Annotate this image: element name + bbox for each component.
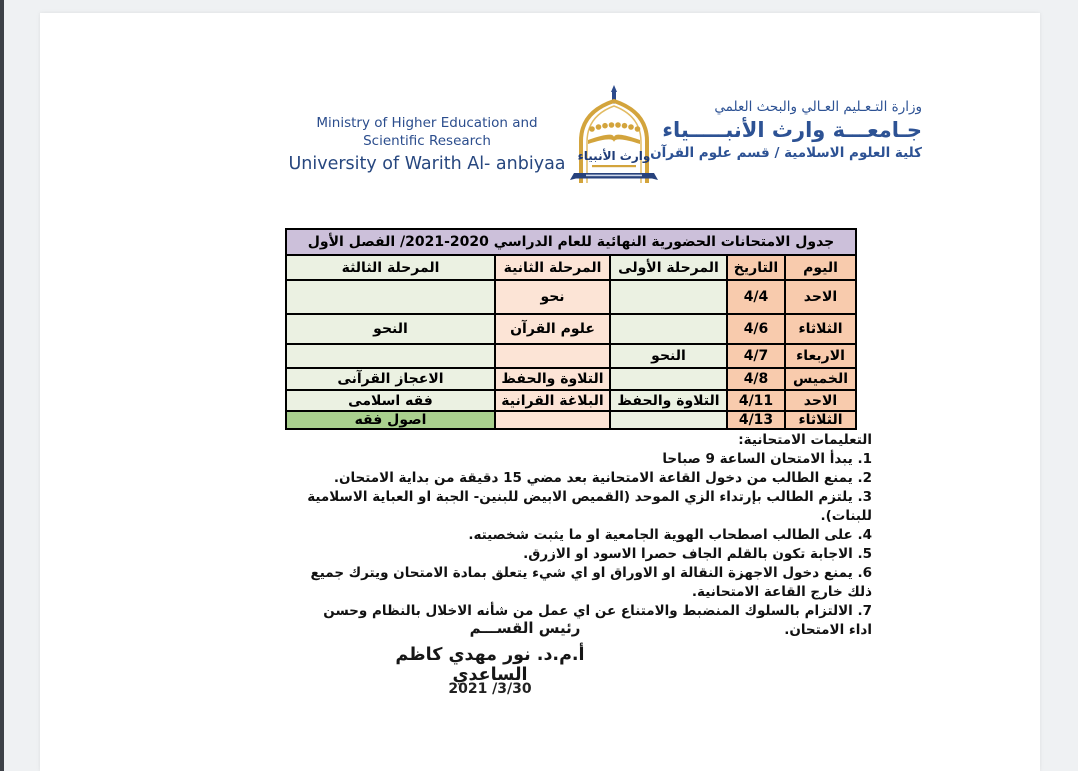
date-cell: 4/6 <box>727 314 785 344</box>
arabic-header <box>592 99 922 161</box>
table-row <box>286 344 856 368</box>
stage3-cell: الاعجاز القرآنى <box>286 368 495 390</box>
table-row <box>286 314 856 344</box>
column-header-date: التاريخ <box>727 255 785 280</box>
date-cell: 4/7 <box>727 344 785 368</box>
day-cell: الاحد <box>785 390 856 411</box>
stage2-cell: نحو <box>495 280 610 314</box>
table-row <box>286 411 856 429</box>
stage1-cell <box>610 368 727 390</box>
university-name-english: University of Warith Al- anbiyaa <box>288 153 566 174</box>
day-cell: الثلاثاء <box>785 314 856 344</box>
date-cell: 4/8 <box>727 368 785 390</box>
document-page <box>40 13 1040 771</box>
date-cell: 4/11 <box>727 390 785 411</box>
stage3-cell-highlighted: اصول فقه <box>286 411 495 429</box>
date-cell: 4/4 <box>727 280 785 314</box>
instruction-item: 2. يمنع الطالب من دخول القاعة الامتحانية بعد مضي 15 دقيقة من بداية الامتحان. <box>333 470 872 486</box>
day-cell: الاربعاء <box>785 344 856 368</box>
signature-date-value: 2021 /3/30 <box>448 681 532 697</box>
instruction-item: 4. على الطالب اصطحاب الهوية الجامعية او ما يثبت شخصيته. <box>468 527 872 543</box>
ministry-line-2: Scientific Research <box>363 132 491 149</box>
table-row <box>286 280 856 314</box>
stage2-cell <box>495 344 610 368</box>
instruction-item: 5. الاجابة تكون بالقلم الجاف حصرا الاسود او الازرق. <box>523 546 872 562</box>
stage1-cell <box>610 314 727 344</box>
logo-center-text: وارث الأنبياء <box>577 149 651 163</box>
viewer-edge-strip <box>0 0 4 771</box>
signature-date <box>390 681 590 697</box>
stage2-cell <box>495 411 610 429</box>
table-header-row <box>286 255 856 280</box>
signature-name: أ.م.د. نور مهدي كاظم الساعدي <box>395 645 585 685</box>
column-header-stage3: المرحلة الثالثة <box>286 255 495 280</box>
instruction-item: 6. يمنع دخول الاجهزة النقالة او الاوراق او اي شيء يتعلق بمادة الامتحان ويترك جميع ذلك خارج القاعة الامتحانية. <box>310 565 872 600</box>
exam-schedule-table <box>285 228 857 430</box>
stage2-cell: البلاغة القرانية <box>495 390 610 411</box>
day-cell: الخميس <box>785 368 856 390</box>
stage2-cell: علوم القرآن <box>495 314 610 344</box>
instruction-item: 1. يبدأ الامتحان الساعة 9 صباحا <box>662 451 872 467</box>
stage3-cell: فقه اسلامى <box>286 390 495 411</box>
stage1-cell: النحو <box>610 344 727 368</box>
signature-role-title: رئيس القســـم <box>469 619 581 637</box>
table-title: جدول الامتحانات الحضورية النهائية للعام الدراسي 2020-2021/ الفصل الأول <box>286 229 856 255</box>
stage3-cell <box>286 280 495 314</box>
column-header-stage1: المرحلة الأولى <box>610 255 727 280</box>
stage1-cell <box>610 280 727 314</box>
instruction-item: 3. يلتزم الطالب بإرتداء الزي الموحد (القميص الابيض للبنين- الجبة او العباية الاسلامية للبنات). <box>307 489 872 524</box>
instructions-title: التعليمات الامتحانية: <box>738 432 872 448</box>
stage1-cell: التلاوة والحفظ <box>610 390 727 411</box>
table-row <box>286 390 856 411</box>
column-header-day: اليوم <box>785 255 856 280</box>
table-title-row <box>286 229 856 255</box>
stage3-cell <box>286 344 495 368</box>
college-department-line: كلية العلوم الاسلامية / قسم علوم القرآن <box>650 145 922 161</box>
table-row <box>286 368 856 390</box>
stage1-cell <box>610 411 727 429</box>
university-name-arabic: جـامعـــة وارث الأنبـــــياء <box>662 118 922 142</box>
ministry-line-arabic: وزارة التـعـليم العـالي والبحث العلمي <box>714 99 922 115</box>
stage3-cell: النحو <box>286 314 495 344</box>
exam-instructions <box>307 431 872 640</box>
day-cell: الثلاثاء <box>785 411 856 429</box>
instruction-item: 7. الالتزام بالسلوك المنضبط والامتناع عن اي عمل من شأنه الاخلال بالنظام وحسن اداء الامتحان. <box>323 603 872 638</box>
date-cell: 4/13 <box>727 411 785 429</box>
day-cell: الاحد <box>785 280 856 314</box>
stage2-cell: التلاوة والحفظ <box>495 368 610 390</box>
english-header <box>262 115 592 176</box>
ministry-line-1: Ministry of Higher Education and <box>316 115 538 131</box>
column-header-stage2: المرحلة الثانية <box>495 255 610 280</box>
